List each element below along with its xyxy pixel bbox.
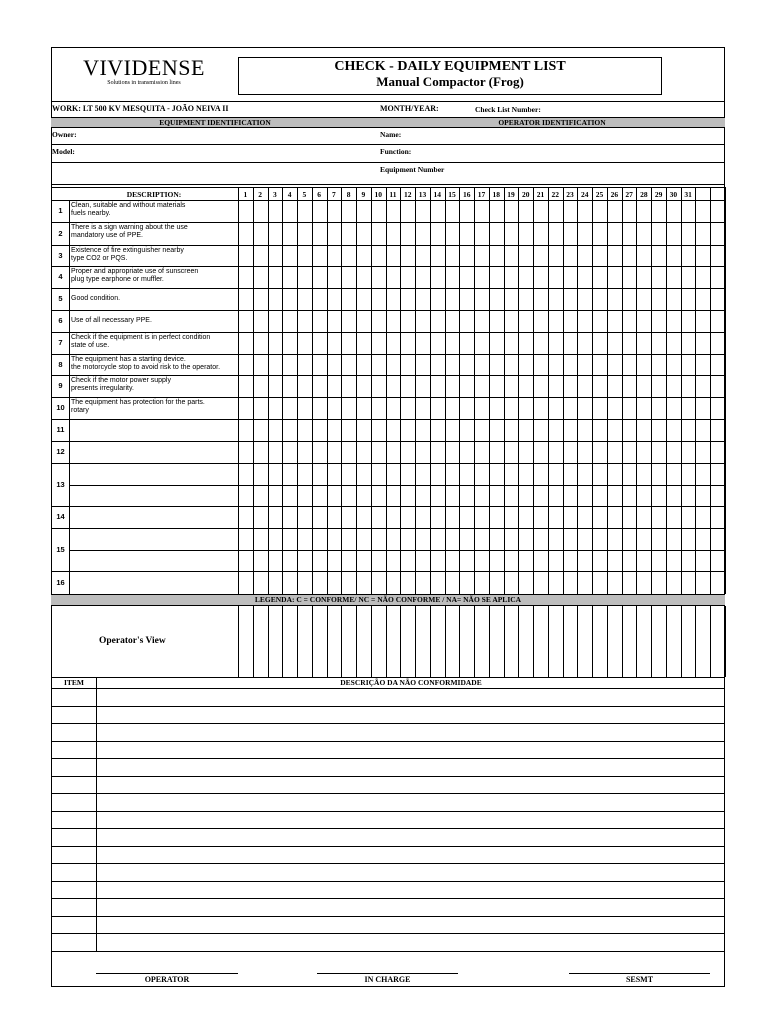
day-number: 26 [610, 190, 619, 199]
grid-column-line [725, 187, 726, 594]
grid-column-line [400, 606, 401, 677]
day-number: 7 [332, 190, 336, 199]
day-number: 10 [374, 190, 382, 199]
day-number: 12 [403, 190, 412, 199]
item-number: 10 [56, 403, 65, 412]
sesmt-signature-line[interactable] [569, 973, 710, 974]
item-description-line: Good condition. [71, 295, 121, 302]
grid-column-line [636, 606, 637, 677]
month-year-label: MONTH/YEAR: [380, 104, 439, 113]
item-description-line: plug type earphone or muffler. [71, 276, 164, 283]
grid-column-line [710, 187, 711, 594]
grid-column-line [681, 606, 682, 677]
grid-column-line [312, 187, 313, 594]
sesmt-signature-label: SESMT [625, 975, 654, 984]
item-number: 3 [58, 251, 63, 260]
item-description-line: mandatory use of PPE. [71, 232, 143, 239]
grid-column-line [238, 606, 239, 677]
grid-column-line [459, 187, 460, 594]
nc-row-divider [51, 811, 725, 812]
day-number: 2 [258, 190, 262, 199]
day-number: 1 [243, 190, 248, 199]
item-description [71, 202, 237, 218]
grid-column-line [533, 606, 534, 677]
grid-column-line [622, 606, 623, 677]
legend-text: LEGENDA: C = CONFORME/ NC = NÃO CONFORME / NA= NÃO SE APLICA [254, 595, 522, 604]
item-number: 16 [56, 578, 65, 587]
grid-column-line [371, 606, 372, 677]
grid-column-line [651, 606, 652, 677]
row-divider [51, 288, 725, 289]
item-description-line: presents irregularity. [71, 385, 134, 392]
check-list-number-label: Check List Number: [475, 105, 541, 114]
row-divider [51, 528, 725, 529]
grid-column-line [253, 187, 254, 594]
item-description-line: The equipment has protection for the parts. [71, 399, 205, 406]
item-number: 15 [56, 545, 65, 554]
day-number: 14 [433, 190, 441, 199]
grid-column-line [253, 606, 254, 677]
item-description-line: The equipment has a starting device. [71, 356, 186, 363]
form-header [51, 47, 725, 101]
grid-column-line [238, 187, 239, 594]
divider [51, 162, 725, 163]
item-description [71, 268, 237, 284]
item-number: 1 [58, 206, 63, 215]
day-number: 15 [448, 190, 456, 199]
item-description [71, 224, 237, 240]
item-description-line: Use of all necessary PPE. [71, 317, 152, 324]
operator-identification-heading: OPERATOR IDENTIFICATION [498, 118, 606, 127]
row-divider [51, 332, 725, 333]
function-label: Function: [380, 147, 412, 156]
item-number: 14 [56, 512, 65, 521]
nc-row-divider [51, 706, 725, 707]
grid-column-line [592, 606, 593, 677]
day-number: 9 [361, 190, 366, 199]
grid-column-line [504, 187, 505, 594]
nc-row-divider [51, 881, 725, 882]
grid-column-line [518, 606, 519, 677]
item-description-line: fuels nearby. [71, 210, 111, 217]
item-number: 12 [56, 447, 65, 456]
nonconformity-header: DESCRIÇÃO DA NÃO CONFORMIDADE [340, 678, 482, 687]
item-description [71, 377, 237, 393]
day-number: 16 [462, 190, 471, 199]
day-number: 19 [507, 190, 515, 199]
row-divider [51, 310, 725, 311]
grid-column-line [636, 187, 637, 594]
nc-row-divider [51, 688, 725, 689]
row-divider [51, 594, 725, 595]
nc-row-divider [51, 933, 725, 934]
grid-column-line [651, 187, 652, 594]
operator-signature-label: OPERATOR [144, 975, 190, 984]
row-subline [69, 485, 725, 486]
grid-column-line [489, 187, 490, 594]
grid-column-line [415, 606, 416, 677]
day-number: 6 [317, 190, 322, 199]
divider [51, 101, 725, 102]
item-number: 2 [58, 229, 63, 238]
nc-row-divider [51, 846, 725, 847]
owner-label: Owner: [52, 130, 77, 139]
in-charge-signature-label: IN CHARGE [364, 975, 411, 984]
name-label: Name: [380, 130, 402, 139]
day-number: 13 [418, 190, 427, 199]
model-label: Model: [52, 147, 75, 156]
grid-column-line [548, 187, 549, 594]
item-description [71, 317, 237, 325]
grid-column-line [371, 187, 372, 594]
row-divider [51, 354, 725, 355]
grid-column-line [341, 606, 342, 677]
row-subline [69, 550, 725, 551]
nc-row-divider [51, 723, 725, 724]
nc-row-divider [51, 776, 725, 777]
day-number: 23 [566, 190, 574, 199]
item-number: 4 [58, 272, 63, 281]
nc-row-divider [51, 863, 725, 864]
description-header: DESCRIPTION: [126, 190, 182, 199]
title-box [238, 57, 662, 95]
nc-row-divider [51, 916, 725, 917]
equipment-identification-heading: EQUIPMENT IDENTIFICATION [159, 118, 271, 127]
grid-column-line [386, 187, 387, 594]
nc-row-divider [51, 898, 725, 899]
grid-column-line [445, 606, 446, 677]
grid-column-line [504, 606, 505, 677]
form-title: CHECK - DAILY EQUIPMENT LIST [334, 59, 566, 74]
divider [51, 200, 725, 201]
day-number: 27 [625, 190, 633, 199]
equipment-number-label: Equipment Number [380, 165, 445, 174]
grid-column-line [592, 187, 593, 594]
item-number: 6 [58, 316, 63, 325]
operators-view-label: Operator's View [99, 636, 166, 646]
logo-tagline: Solutions in transmission lines [107, 80, 181, 86]
nc-row-divider [51, 793, 725, 794]
grid-column-line [563, 606, 564, 677]
grid-column-line [563, 187, 564, 594]
grid-column-line [430, 187, 431, 594]
item-description-line: Check if the equipment is in perfect condition [71, 334, 211, 341]
item-number: 13 [56, 480, 65, 489]
day-number: 28 [640, 190, 648, 199]
item-description-line: the motorcycle stop to avoid risk to the operator. [71, 364, 221, 371]
grid-column-line [445, 187, 446, 594]
item-description-line: Existence of fire extinguisher nearby [71, 247, 184, 254]
grid-column-line [607, 187, 608, 594]
item-description-line: There is a sign warning about the use [71, 224, 188, 231]
in-charge-signature-line[interactable] [317, 973, 458, 974]
grid-column-line [607, 606, 608, 677]
grid-column-line [666, 606, 667, 677]
grid-column-line [268, 187, 269, 594]
nc-row-divider [51, 828, 725, 829]
item-number: 7 [58, 338, 63, 347]
grid-column-line [327, 187, 328, 594]
grid-column-line [548, 606, 549, 677]
grid-column-line [681, 187, 682, 594]
day-number: 29 [654, 190, 663, 199]
day-number: 11 [389, 190, 397, 199]
row-divider [51, 266, 725, 267]
item-description [71, 399, 237, 415]
grid-column-line [356, 187, 357, 594]
grid-column-line [533, 187, 534, 594]
day-number: 20 [522, 190, 530, 199]
grid-column-line [268, 606, 269, 677]
work-label: WORK: LT 500 KV MESQUITA - JOÃO NEIVA II [52, 104, 229, 113]
item-description-line: state of use. [71, 342, 110, 349]
row-divider [51, 506, 725, 507]
divider [51, 144, 725, 145]
item-description-line: Clean, suitable and without materials [71, 202, 186, 209]
row-divider [51, 441, 725, 442]
item-description [71, 295, 237, 303]
item-description [71, 247, 237, 263]
grid-column-line [710, 606, 711, 677]
item-number: 9 [58, 381, 63, 390]
grid-column-line [341, 187, 342, 594]
grid-column-line [415, 187, 416, 594]
row-divider [51, 222, 725, 223]
item-description [71, 356, 237, 372]
item-header: ITEM [63, 678, 84, 687]
row-divider [51, 245, 725, 246]
legend-band [51, 594, 725, 606]
divider [51, 184, 725, 185]
row-divider [51, 463, 725, 464]
item-description-line: type CO2 or PQS. [71, 255, 128, 262]
item-column-line [96, 677, 97, 951]
grid-column-line [297, 187, 298, 594]
grid-column-line [666, 187, 667, 594]
grid-column-line [622, 187, 623, 594]
day-number: 22 [551, 190, 560, 199]
nc-row-divider [51, 951, 725, 952]
item-description-line: rotary [71, 407, 89, 414]
day-number: 21 [536, 190, 545, 199]
grid-column-line [577, 187, 578, 594]
day-number: 18 [492, 190, 500, 199]
grid-column-line [489, 606, 490, 677]
grid-column-line [695, 187, 696, 594]
grid-column-line [518, 187, 519, 594]
form-subtitle: Manual Compactor (Frog) [376, 74, 524, 89]
day-number: 25 [595, 190, 604, 199]
grid-column-line [474, 187, 475, 594]
grid-column-line [327, 606, 328, 677]
row-divider [51, 419, 725, 420]
grid-column-line [430, 606, 431, 677]
logo-name: VIVIDENSE [83, 55, 205, 80]
day-number: 3 [273, 190, 277, 199]
day-number: 8 [346, 190, 351, 199]
row-divider [51, 375, 725, 376]
operator-signature-line[interactable] [96, 973, 238, 974]
day-number: 24 [581, 190, 589, 199]
grid-column-line [474, 606, 475, 677]
item-description [71, 334, 237, 350]
grid-column-line [725, 606, 726, 677]
grid-column-line [282, 606, 283, 677]
day-number: 31 [684, 190, 692, 199]
row-divider [51, 571, 725, 572]
grid-column-line [282, 187, 283, 594]
grid-column-line [400, 187, 401, 594]
day-number: 17 [477, 190, 486, 199]
grid-column-line [386, 606, 387, 677]
grid-column-line [459, 606, 460, 677]
grid-column-line [297, 606, 298, 677]
company-logo [51, 55, 237, 86]
nc-row-divider [51, 741, 725, 742]
row-divider [51, 397, 725, 398]
item-description-line: Check if the motor power supply [71, 377, 171, 384]
item-number: 5 [58, 294, 63, 303]
grid-column-line [695, 606, 696, 677]
item-number: 11 [56, 425, 65, 434]
grid-column-line [356, 606, 357, 677]
item-description-line: Proper and appropriate use of sunscreen [71, 268, 199, 275]
item-number: 8 [58, 360, 63, 369]
day-number: 30 [669, 190, 678, 199]
day-number: 5 [302, 190, 307, 199]
nc-row-divider [51, 758, 725, 759]
divider [51, 187, 725, 188]
day-number: 4 [287, 190, 292, 199]
grid-column-line [312, 606, 313, 677]
grid-column-line [577, 606, 578, 677]
